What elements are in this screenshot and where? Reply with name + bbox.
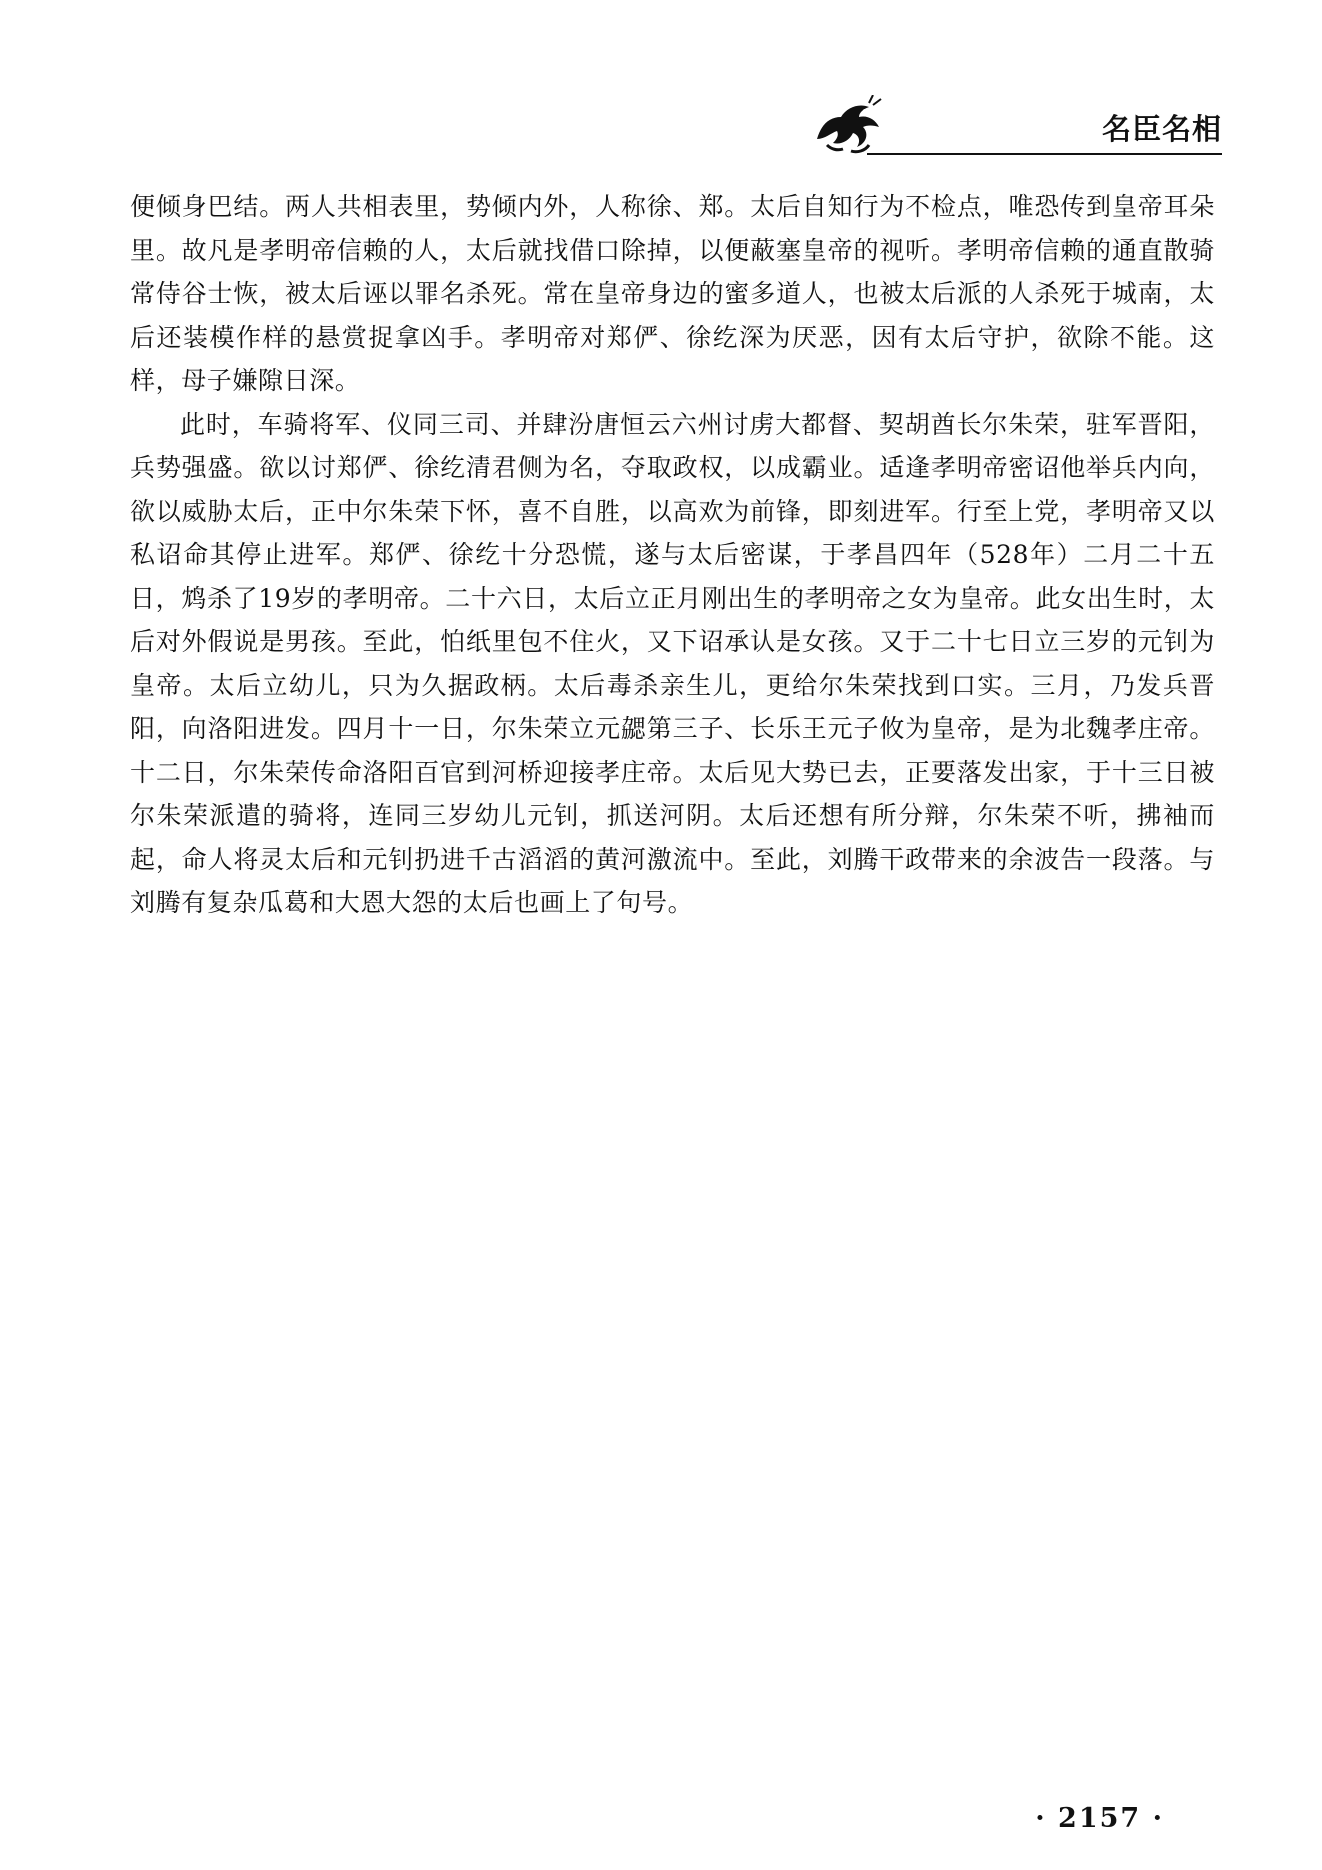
paragraph: 此时，车骑将军、仪同三司、并肆汾唐恒云六州讨虏大都督、契胡酋长尔朱荣，驻军晋阳，兵势强盛。欲以讨郑俨、徐纥清君侧为名，夺取政权，以成霸业。适逢孝明帝密诏他举兵内向，欲以威胁太后，正中尔朱荣下怀，喜不自胜，以高欢为前锋，即刻进军。行至上党，孝明帝又以私诏命其停止进军。郑俨、徐纥十分恐慌，遂与太后密谋，于孝昌四年（528年）二月二十五日，鸩杀了19岁的孝明帝。二十六日，太后立正月刚出生的孝明帝之女为皇帝。此女出生时，太后对外假说是男孩。至此，怕纸里包不住火，又下诏承认是女孩。又于二十七日立三岁的元钊为皇帝。太后立幼儿，只为久据政柄。太后毒杀亲生儿，更给尔朱荣找到口实。三月，乃发兵晋阳，向洛阳进发。四月十一日，尔朱荣立元勰第三子、长乐王元子攸为皇帝，是为北魏孝庄帝。十二日，尔朱荣传命洛阳百官到河桥迎接孝庄帝。太后见大势已去，正要落发出家，于十三日被尔朱荣派遣的骑将，连同三岁幼儿元钊，抓送河阴。太后还想有所分辩，尔朱荣不听，拂袖而起，命人将灵太后和元钊扔进千古滔滔的黄河激流中。至此，刘腾干政带来的余波告一段落。与刘腾有复杂瓜葛和大恩大怨的太后也画上了句号。: [130, 409, 1215, 917]
page-number: · 2157 ·: [1035, 1803, 1164, 1834]
header-rule: [867, 153, 1222, 155]
section-title: 名臣名相: [1101, 112, 1222, 146]
body-text: [130, 185, 1215, 925]
paragraph: 便倾身巴结。两人共相表里，势倾内外，人称徐、郑。太后自知行为不检点，唯恐传到皇帝耳朵里。故凡是孝明帝信赖的人，太后就找借口除掉，以便蔽塞皇帝的视听。孝明帝信赖的通直散骑常侍谷士恢，被太后诬以罪名杀死。常在皇帝身边的蜜多道人，也被太后派的人杀死于城南，太后还装模作样的悬赏捉拿凶手。孝明帝对郑俨、徐纥深为厌恶，因有太后守护，欲除不能。这样，母子嫌隙日深。: [130, 192, 1215, 395]
dragon-emblem-icon: [807, 95, 889, 157]
page-header: [807, 95, 1222, 157]
